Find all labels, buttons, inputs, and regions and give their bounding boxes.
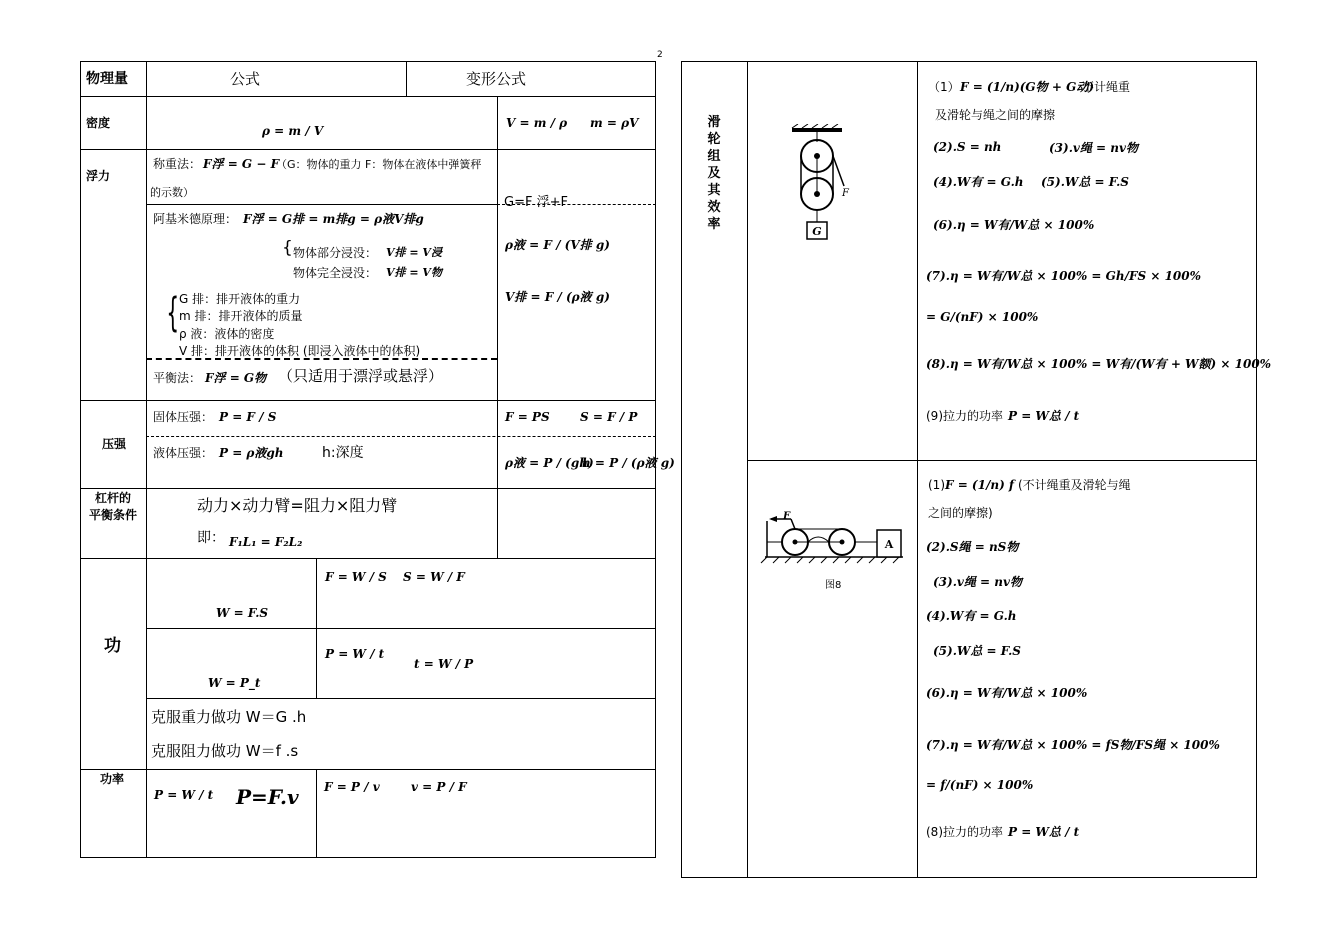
lever-principle: 动力×动力臂=阻力×阻力臂 xyxy=(197,496,398,515)
lever-label-1: 杠杆的 xyxy=(95,491,132,505)
vertical-pulley-figure xyxy=(780,124,870,244)
legend-rho: ρ 液：液体的密度 xyxy=(179,327,275,341)
density-variant-v: V = m / ρ xyxy=(506,116,568,130)
pulley-section-label xyxy=(704,114,724,233)
side-char: 其 xyxy=(707,183,721,198)
density-formula: ρ = m / V xyxy=(262,124,324,138)
side-char: 及 xyxy=(707,166,721,181)
power-formula-fv: P=F.v xyxy=(236,785,299,809)
legend-m: m 排：排开液体的质量 xyxy=(179,309,303,323)
balance-method-label: 平衡法： xyxy=(153,371,202,385)
pulley-f1-note-2: 及滑轮与绳之间的摩擦 xyxy=(935,108,1056,122)
power-variant-f: F = P / v xyxy=(324,780,380,794)
lever-formula-label: 即： xyxy=(197,530,225,546)
side-char: 轮 xyxy=(707,132,721,147)
pulley-f4: (4).W有 = G.h xyxy=(933,175,1024,189)
legend-v: V 排：排开液体的体积 (即浸入液体中的体积) xyxy=(179,344,421,358)
slide-f6: (6).η = W有/W总 × 100% xyxy=(926,686,1088,700)
horizontal-pulley-figure xyxy=(755,507,905,567)
solid-pressure-label: 固体压强： xyxy=(153,410,214,424)
figure-caption: 图8 xyxy=(825,580,842,591)
pulley-f7b: = G/(nF) × 100% xyxy=(926,310,1039,324)
pulley-f3: (3).v绳 = nv物 xyxy=(1049,141,1138,155)
slide-f8-formula: P = W总 / t xyxy=(1008,825,1080,839)
slide-f1-formula: F = (1/n) f xyxy=(945,478,1015,492)
archimedes-formula: F浮 = G排 = m排g = ρ液V排g xyxy=(243,212,424,226)
liquid-pressure-label: 液体压强： xyxy=(153,446,214,460)
power-formula-wt: P = W / t xyxy=(154,788,214,802)
buoyancy-variant-1: G=F 浮+F xyxy=(504,195,568,210)
weighing-note-2: 的示数） xyxy=(150,186,194,199)
slide-f7a: (7).η = W有/W总 × 100% = fS物/FS绳 × 100% xyxy=(926,738,1220,752)
slide-f7b: = f/(nF) × 100% xyxy=(926,778,1034,792)
work-variant-f: F = W / S xyxy=(325,570,387,584)
density-variant-m: m = ρV xyxy=(590,116,639,130)
lever-label-2: 平衡条件 xyxy=(89,508,138,522)
work-variant-t: t = W / P xyxy=(414,657,474,671)
pulley-f7a: (7).η = W有/W总 × 100% = Gh/FS × 100% xyxy=(926,269,1202,283)
slide-f2: (2).S绳 = nS物 xyxy=(926,540,1019,554)
weighing-note-1: （G：物体的重力 F：物体在液体中弹簧秤 xyxy=(276,158,482,171)
pulley-f1-note-1: 不计绳重 xyxy=(1082,80,1131,94)
force-label: F xyxy=(783,511,791,522)
header-variant-formula: 变形公式 xyxy=(466,70,527,88)
pulley-f9-formula: P = W总 / t xyxy=(1008,409,1080,423)
pulley-f6: (6).η = W有/W总 × 100% xyxy=(933,218,1095,232)
pressure-variant-f: F = PS xyxy=(505,410,550,424)
header-quantity: 物理量 xyxy=(86,71,128,87)
full-immersion-formula: V排 = V物 xyxy=(386,266,442,279)
power-variant-v: v = P / F xyxy=(411,780,467,794)
pulley-f1-formula: F = (1/n)(G物 + G动) xyxy=(960,80,1095,94)
side-char: 效 xyxy=(707,200,721,215)
weighing-method-label: 称重法： xyxy=(153,157,202,171)
slide-f1-label: (1) xyxy=(928,478,945,492)
brace-immersion: { xyxy=(282,238,293,258)
work-variant-s: S = W / F xyxy=(403,570,465,584)
power-label: 功率 xyxy=(100,772,125,786)
pressure-label: 压强 xyxy=(102,437,127,451)
brace-legend: { xyxy=(166,290,180,336)
pressure-variant-s: S = F / P xyxy=(580,410,638,424)
buoyancy-variant-2: ρ液 = F / (V排 g) xyxy=(505,238,610,252)
slide-f4: (4).W有 = G.h xyxy=(926,609,1017,623)
work-formula-pt: W = P_t xyxy=(208,676,261,690)
slide-f1-note-1: (不计绳重及滑轮与绳 xyxy=(1018,478,1131,492)
side-char: 滑 xyxy=(707,115,721,130)
pulley-f2: (2).S = nh xyxy=(933,140,1002,154)
block-label: A xyxy=(884,538,894,551)
page-number: 2 xyxy=(657,50,663,60)
balance-note: （只适用于漂浮或悬浮） xyxy=(278,367,444,385)
pulley-f5: (5).W总 = F.S xyxy=(1041,175,1129,189)
weighing-method-formula: F浮 = G − F xyxy=(203,157,280,171)
pulley-f9-label: (9)拉力的功率 xyxy=(926,409,1003,423)
pressure-variant-h: h = P / (ρ液 g) xyxy=(582,456,675,470)
header-formula: 公式 xyxy=(230,70,261,88)
work-variant-p: P = W / t xyxy=(325,647,385,661)
archimedes-label: 阿基米德原理： xyxy=(153,212,238,226)
buoyancy-label: 浮力 xyxy=(86,169,111,183)
weight-label: G xyxy=(812,225,822,238)
force-label: F xyxy=(842,188,849,199)
work-against-gravity: 克服重力做功 W＝G .h xyxy=(151,708,307,726)
slide-f8-label: (8)拉力的功率 xyxy=(926,825,1003,839)
density-label: 密度 xyxy=(86,116,111,130)
liquid-pressure-formula: P = ρ液gh xyxy=(219,446,284,460)
partial-immersion-label: 物体部分浸没： xyxy=(293,246,378,260)
side-char: 组 xyxy=(707,149,721,164)
slide-f5: (5).W总 = F.S xyxy=(933,644,1021,658)
full-immersion-label: 物体完全浸没： xyxy=(293,266,378,280)
work-label: 功 xyxy=(104,636,121,656)
legend-g: G 排：排开液体的重力 xyxy=(179,292,301,306)
side-char: 率 xyxy=(707,217,721,232)
lever-formula: F₁L₁ = F₂L₂ xyxy=(229,535,303,549)
buoyancy-variant-3: V排 = F / (ρ液 g) xyxy=(505,290,610,304)
slide-f3: (3).v绳 = nv物 xyxy=(933,575,1022,589)
pulley-f1-label: （1） xyxy=(928,80,960,94)
pulley-f8: (8).η = W有/W总 × 100% = W有/(W有 + W额) × 100% xyxy=(926,357,1272,371)
partial-immersion-formula: V排 = V浸 xyxy=(386,246,442,259)
slide-f1-note-2: 之间的摩擦) xyxy=(928,506,993,520)
balance-method-formula: F浮 = G物 xyxy=(205,371,267,385)
liquid-pressure-note: h:深度 xyxy=(322,445,364,461)
solid-pressure-formula: P = F / S xyxy=(219,410,277,424)
work-against-resistance: 克服阻力做功 W＝f .s xyxy=(151,742,299,760)
work-formula-fs: W = F.S xyxy=(216,606,269,620)
pressure-variant-rho: ρ液 = P / (gh) xyxy=(505,456,594,470)
